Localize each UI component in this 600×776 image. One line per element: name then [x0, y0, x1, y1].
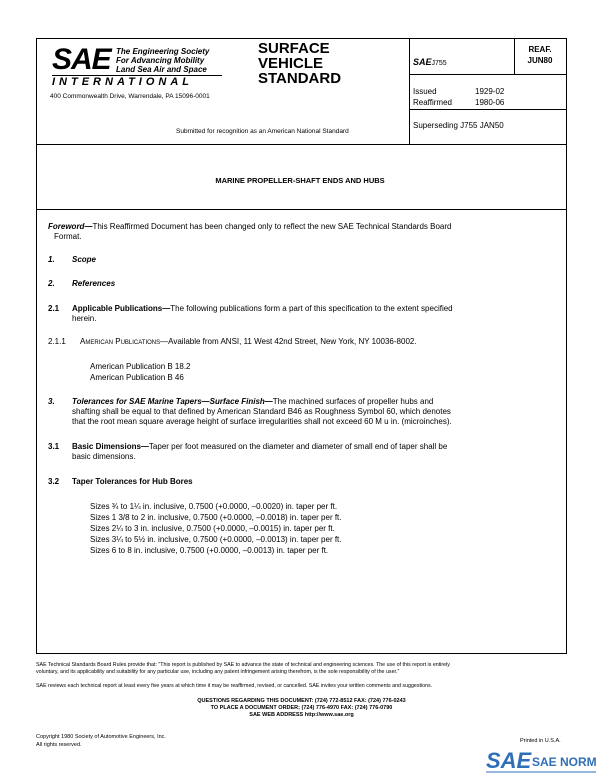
contact-line: TO PLACE A DOCUMENT ORDER; (724) 776-4970 FAX: (724) 776-0790: [210, 705, 393, 711]
divider: [409, 39, 410, 144]
divider: [409, 74, 567, 75]
submitted-note: Submitted for recognition as an American National Standard: [176, 128, 349, 135]
contact-line: QUESTIONS REGARDING THIS DOCUMENT: (724) 772-8512 FAX: (724) 776-0243: [197, 698, 406, 704]
org-tagline: The Engineering Society For Advancing Mobility Land Sea Air and Space: [116, 47, 210, 74]
legal-footer: SAE Technical Standards Board Rules provide that: "This report is published by SAE to advance the state of technical and engineering sciences. The use of this report is entirely voluntary, and its applicability and suitability for any particular use, including any patent infringement arising therefrom, is the sole responsibility of the user." SAE reviews each technical report at least every five years at which time it may be reaffirmed, revised, or cancelled. SAE invites your written comments and suggestions. QUESTIONS REGARDING THIS DOCUMENT: (724) 772-8512 FAX: (724) 776-0243 TO PLACE A DOCUMENT ORDER; (724) 776-4970 FAX: (724) 776-0790 SAE WEB ADDRESS http://www.sae.org: [36, 662, 567, 719]
sae-logo: [52, 45, 222, 89]
tolerance-item: Sizes 3¼ to 5½ in. inclusive, 0.7500 (+0.0000, –0.0013) in. taper per ft.: [90, 535, 342, 544]
tolerance-item: Sizes 2¼ to 3 in. inclusive, 0.7500 (+0.0000, –0.0015) in. taper per ft.: [90, 524, 335, 533]
publication-item: American Publication B 18.2: [90, 362, 191, 371]
watermark-text: SAE NORM: [532, 755, 597, 769]
divider: [37, 144, 566, 145]
org-address: 400 Commonwealth Drive, Warrendale, PA 15096-0001: [50, 93, 210, 100]
web-address: SAE WEB ADDRESS http://www.sae.org: [249, 712, 354, 718]
foreword: Foreword—This Reaffirmed Document has been changed only to reflect the new SAE Technical Standards Board: [48, 222, 452, 231]
standard-type-title: SURFACE VEHICLE STANDARD: [258, 40, 342, 87]
tolerance-item: Sizes ¾ to 1¼ in. inclusive, 0.7500 (+0.0000, –0.0020) in. taper per ft.: [90, 502, 338, 511]
document-number: SAEJ755: [413, 57, 447, 67]
divider: [409, 109, 567, 110]
divider: [37, 209, 566, 210]
superseding-note: Superseding J755 JAN50: [413, 121, 504, 130]
printed-note: Printed in U.S.A.: [520, 738, 561, 744]
sae-norm-watermark: [484, 744, 600, 776]
tolerance-item: Sizes 6 to 8 in. inclusive, 0.7500 (+0.0000, –0.0013) in. taper per ft.: [90, 546, 329, 555]
copyright: Copyright 1980 Society of Automotive Engineers, Inc. All rights reserved.: [36, 734, 166, 748]
reaffirmed-badge: REAF. JUN80: [527, 45, 553, 65]
sae-logo-mark: SAE: [52, 43, 111, 76]
org-international: INTERNATIONAL: [52, 75, 222, 88]
sae-norm-logo: [484, 744, 600, 776]
tolerance-item: Sizes 1 3/8 to 2 in. inclusive, 0.7500 (+0.0000, –0.0018) in. taper per ft.: [90, 513, 342, 522]
publication-item: American Publication B 46: [90, 373, 184, 382]
svg-text:SAE: SAE: [486, 748, 532, 773]
divider: [514, 39, 515, 74]
document-title: MARINE PROPELLER-SHAFT ENDS AND HUBS: [215, 176, 385, 185]
issue-dates: Issued 1929-02 Reaffirmed 1980-06: [413, 87, 505, 107]
